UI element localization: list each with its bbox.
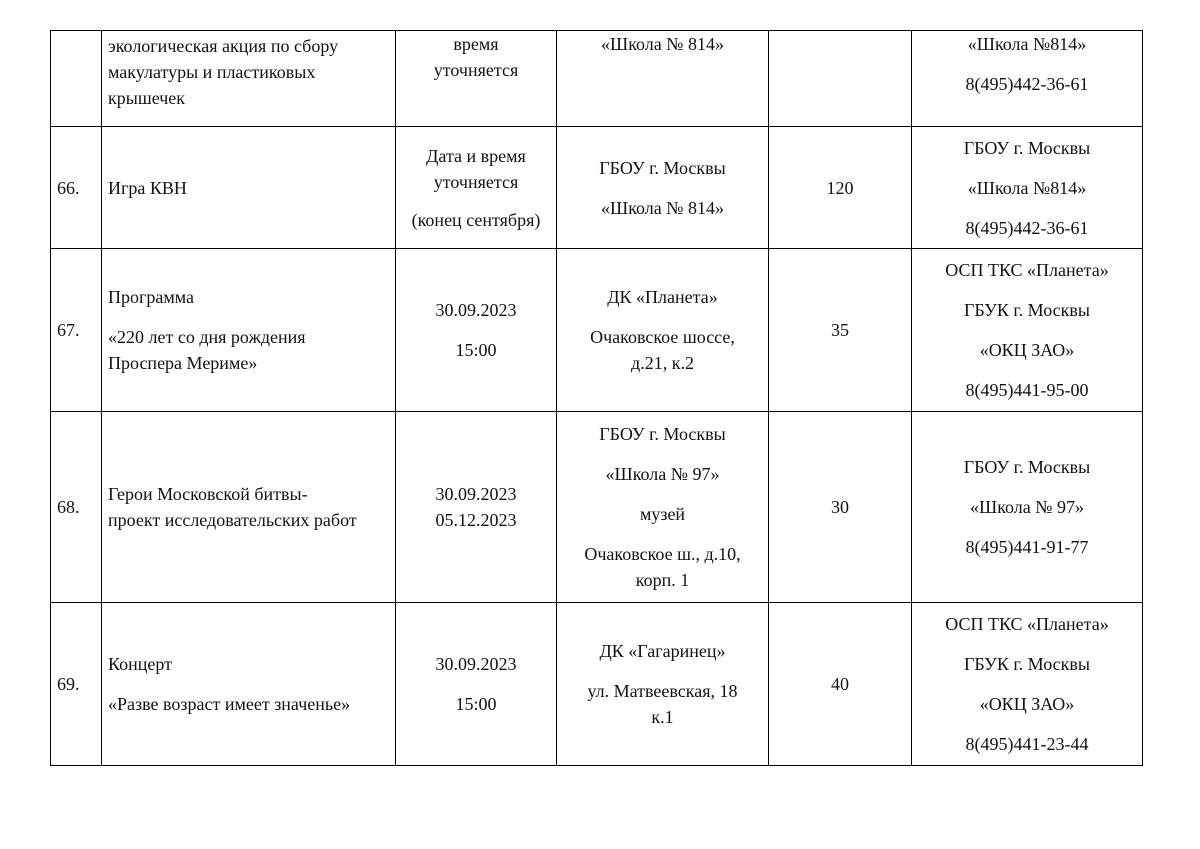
event-place-cell (557, 31, 769, 127)
participants-count: 120 (769, 127, 912, 249)
event-date-cell (396, 249, 557, 412)
event-place-line: ГБОУ г. Москвы (599, 424, 726, 444)
event-date-line: 30.09.2023 (435, 484, 517, 504)
row-number: 68. (51, 412, 102, 603)
organizer-line: ОСП ТКС «Планета» (945, 614, 1109, 634)
organizer-phone: 8(495)441-95-00 (965, 380, 1089, 400)
event-name-line: Игра КВН (108, 177, 187, 198)
event-name-line: Проспера Мериме» (108, 353, 258, 373)
organizer-line: «Школа №814» (967, 177, 1087, 198)
organizer-line: ГБУК г. Москвы (963, 300, 1091, 320)
participants-count: 30 (769, 412, 912, 603)
row-number (51, 31, 102, 127)
event-date-line: время (453, 34, 499, 54)
event-date-line: 30.09.2023 (435, 300, 517, 320)
table-row (51, 412, 1143, 603)
event-date-line: уточняется (433, 60, 519, 80)
event-name-cell (102, 127, 396, 249)
event-name-line: «220 лет со дня рождения (108, 327, 306, 347)
event-place-cell (557, 249, 769, 412)
participants-count (769, 31, 912, 127)
organizer-cell (912, 412, 1143, 603)
event-name-line: Концерт (108, 654, 172, 674)
table-row (51, 127, 1143, 249)
event-place-line: ГБОУ г. Москвы (599, 157, 726, 178)
organizer-line: ОСП ТКС «Планета» (945, 260, 1109, 280)
organizer-line: ГБОУ г. Москвы (963, 137, 1091, 158)
organizer-cell (912, 127, 1143, 249)
event-time-line: 15:00 (455, 694, 497, 714)
participants-count: 40 (769, 603, 912, 766)
event-name-cell (102, 603, 396, 766)
event-date-line: 05.12.2023 (435, 510, 517, 530)
event-name-cell (102, 249, 396, 412)
event-place-line: Очаковское шоссе, (590, 327, 735, 347)
event-place-line: «Школа № 814» (601, 34, 724, 54)
event-place-line: ДК «Гагаринец» (599, 641, 726, 661)
event-place-cell (557, 603, 769, 766)
event-date-line: уточняется (433, 171, 519, 192)
event-place-line: «Школа № 814» (601, 197, 724, 218)
event-name-line: макулатуры и пластиковых (108, 62, 316, 82)
event-name-line: проект исследовательских работ (108, 510, 357, 530)
event-date-line: (конец сентября) (411, 209, 541, 230)
event-date-line: Дата и время (426, 145, 526, 166)
organizer-phone: 8(495)441-23-44 (965, 734, 1089, 754)
event-name-line: «Разве возраст имеет значенье» (108, 694, 351, 714)
event-place-cell (557, 127, 769, 249)
organizer-line: «Школа № 97» (970, 497, 1084, 517)
participants-count: 35 (769, 249, 912, 412)
event-place-line: ДК «Планета» (607, 287, 718, 307)
events-table (50, 30, 1143, 766)
organizer-phone: 8(495)442-36-61 (965, 74, 1089, 94)
organizer-cell (912, 249, 1143, 412)
organizer-cell (912, 603, 1143, 766)
event-place-line: к.1 (651, 707, 674, 727)
event-name-cell (102, 31, 396, 127)
event-name-cell (102, 412, 396, 603)
event-place-line: музей (639, 504, 686, 524)
organizer-line: «ОКЦ ЗАО» (979, 694, 1075, 714)
event-name-line: экологическая акция по сбору (108, 36, 339, 56)
event-place-line: корп. 1 (635, 570, 690, 590)
event-date-line: 30.09.2023 (435, 654, 517, 674)
row-number: 66. (51, 127, 102, 249)
event-time-line: 15:00 (455, 340, 497, 360)
table-row (51, 249, 1143, 412)
event-date-cell (396, 31, 557, 127)
event-place-cell (557, 412, 769, 603)
table-row (51, 603, 1143, 766)
event-place-line: «Школа № 97» (605, 464, 720, 484)
event-date-cell (396, 412, 557, 603)
event-place-line: д.21, к.2 (631, 353, 694, 373)
event-place-line: Очаковское ш., д.10, (584, 544, 741, 564)
organizer-line: ГБУК г. Москвы (963, 654, 1091, 674)
organizer-cell (912, 31, 1143, 127)
event-date-cell (396, 603, 557, 766)
table-row (51, 31, 1143, 127)
organizer-line: «Школа №814» (967, 34, 1087, 54)
event-name-line: Программа (108, 287, 195, 307)
organizer-phone: 8(495)441-91-77 (965, 537, 1089, 557)
row-number: 69. (51, 603, 102, 766)
event-place-line: ул. Матвеевская, 18 (587, 681, 738, 701)
organizer-phone: 8(495)442-36-61 (965, 217, 1089, 238)
organizer-line: ГБОУ г. Москвы (963, 457, 1091, 477)
event-name-line: крышечек (108, 88, 186, 108)
row-number: 67. (51, 249, 102, 412)
organizer-line: «ОКЦ ЗАО» (979, 340, 1075, 360)
event-date-cell (396, 127, 557, 249)
event-name-line: Герои Московской битвы- (108, 484, 308, 504)
